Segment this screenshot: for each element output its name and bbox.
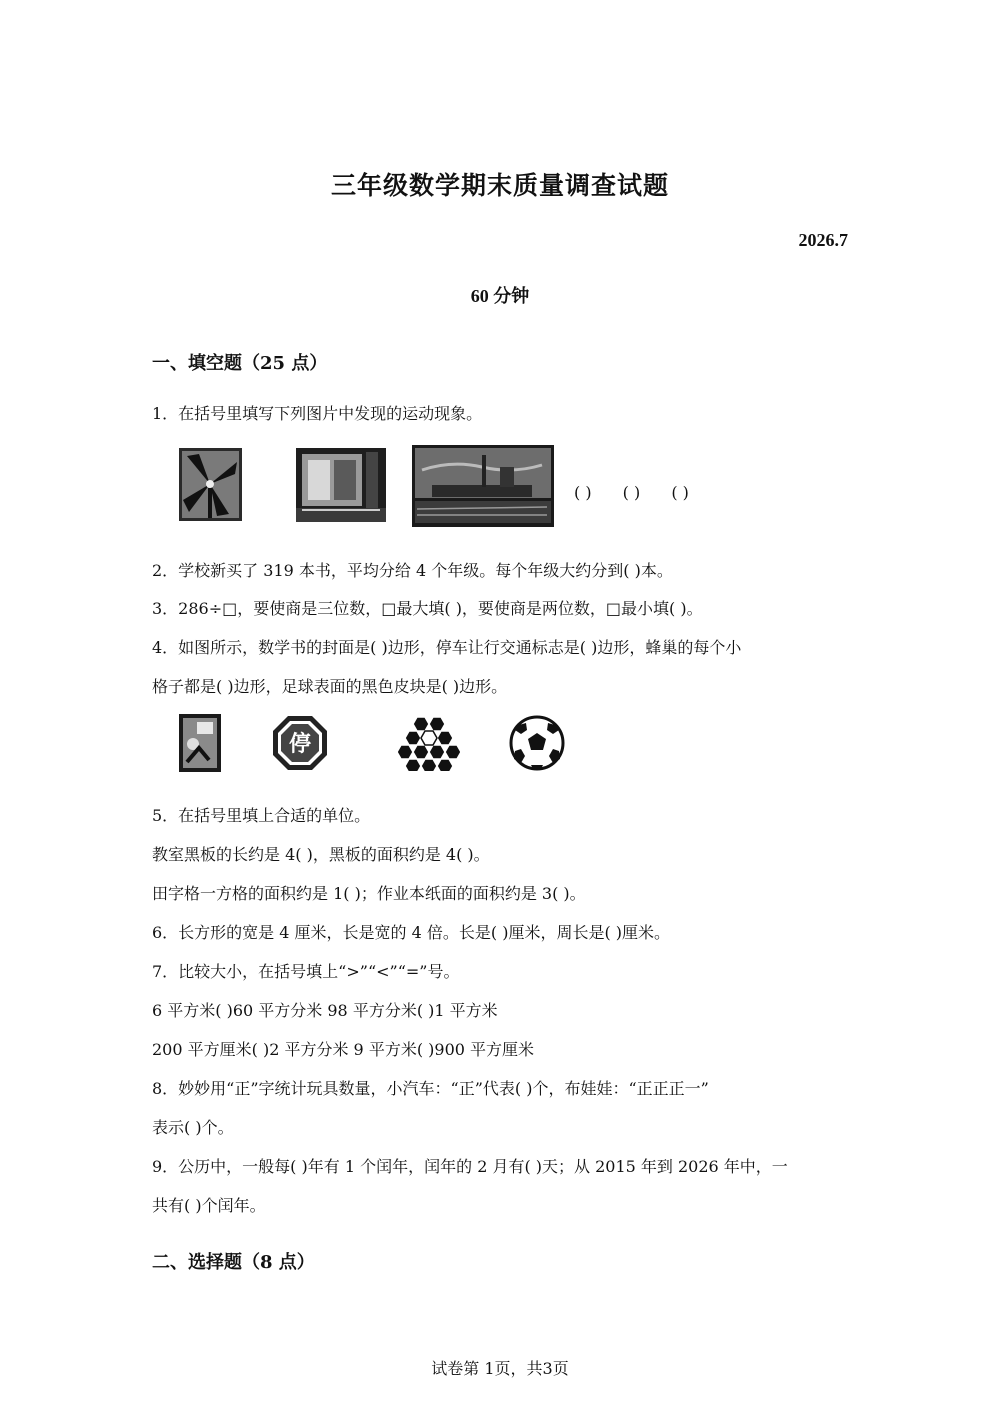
question-5-a: 教室黑板的长约是 4( )，黑板的面积约是 4( )。 [152,845,490,864]
q1-blank-3[interactable]: ( ) [671,483,689,502]
window-photo [296,448,386,522]
question-7-a: 6 平方米( )60 平方分米 98 平方分米( )1 平方米 [152,1001,498,1020]
question-5: 5．在括号里填上合适的单位。 [152,806,371,825]
honeycomb-icon [398,715,460,771]
question-8-line-1: 8．妙妙用“正”字统计玩具数量，小汽车：“正”代表( )个，布娃娃：“正正正一” [152,1079,709,1098]
question-4-line-2: 格子都是( )边形，足球表面的黑色皮块是( )边形。 [152,677,508,696]
question-9-line-1: 9．公历中，一般每( )年有 1 个闰年，闰年的 2 月有( )天；从 2015 年到 2026 年中，一 [152,1157,788,1176]
page-title: 三年级数学期末质量调查试题 [330,171,669,200]
question-4-line-1: 4．如图所示，数学书的封面是( )边形，停车让行交通标志是( )边形，蜂巢的每个小 [152,638,742,657]
section-heading-fill-in: 一、填空题（25 点） [152,353,328,374]
math-book-icon [179,714,221,772]
ship-photo [412,445,554,527]
stop-sign-icon [272,715,328,771]
windmill-photo [179,448,242,521]
question-5-b: 田字格一方格的面积约是 1( )；作业本纸面的面积约是 3( )。 [152,884,586,903]
question-2: 2．学校新买了 319 本书，平均分给 4 个年级。每个年级大约分到( )本。 [152,561,673,580]
q1-blank-2[interactable]: ( ) [622,483,641,502]
question-7-b: 200 平方厘米( )2 平方分米 9 平方米( )900 平方厘米 [152,1040,535,1059]
q1-blank-1[interactable]: ( ) [574,483,592,502]
soccer-ball-icon [509,715,565,771]
exam-duration: 60 分钟 [470,286,530,306]
question-8-line-2: 表示( )个。 [152,1118,234,1137]
exam-date: 2026.7 [798,230,848,250]
page-footer: 试卷第 1页，共3页 [431,1359,569,1378]
section-heading-multiple-choice: 二、选择题（8 点） [152,1252,315,1273]
question-7: 7．比较大小，在括号填上“>”“<”“=”号。 [152,962,460,981]
question-3: 3．286÷□，要使商是三位数，□最大填( )，要使商是两位数，□最小填( )。 [152,599,703,618]
q1-answer-blanks [574,483,715,502]
stop-sign-label: 停 [288,732,312,757]
question-6: 6．长方形的宽是 4 厘米，长是宽的 4 倍。长是( )厘米，周长是( )厘米。 [152,923,671,942]
question-1: 1．在括号里填写下列图片中发现的运动现象。 [152,404,483,423]
question-9-line-2: 共有( )个闰年。 [152,1196,266,1215]
